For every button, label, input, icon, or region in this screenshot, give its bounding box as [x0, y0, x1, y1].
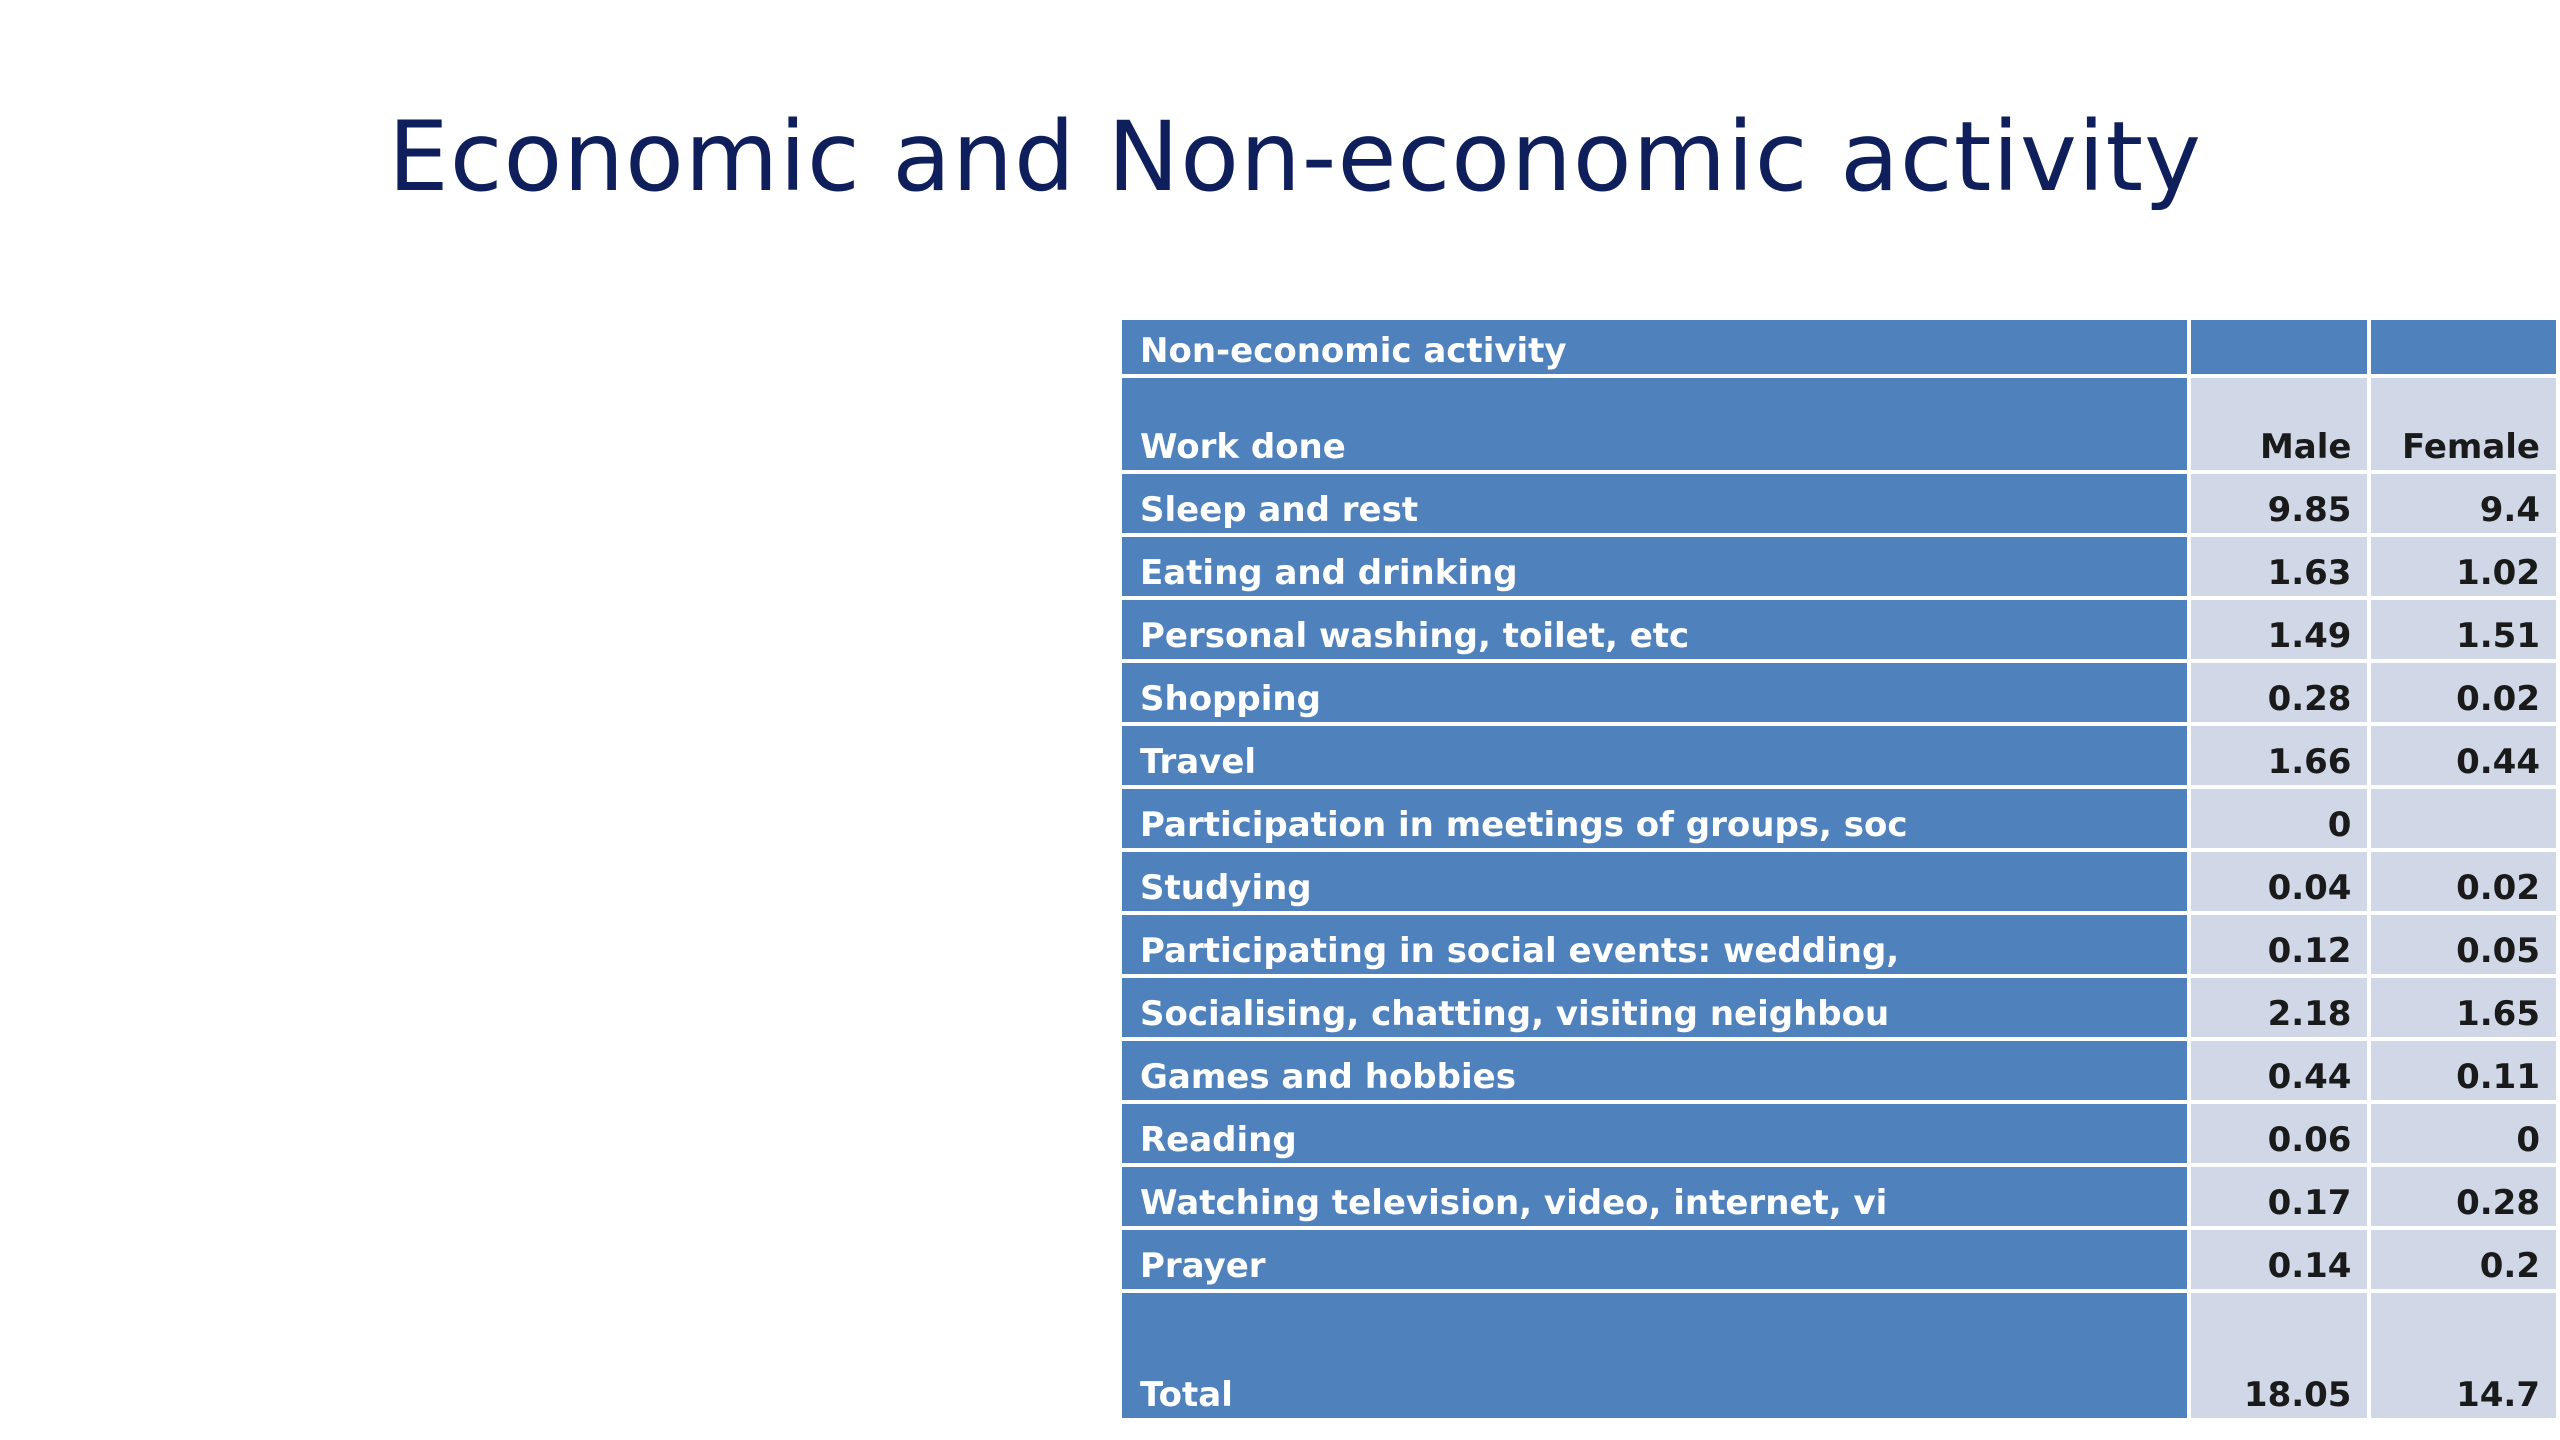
table-row: [1122, 726, 2556, 785]
row-male-value: 0.12: [2191, 915, 2367, 974]
row-male-value: 1.66: [2191, 726, 2367, 785]
table-row: [1122, 852, 2556, 911]
row-male-value: 0.06: [2191, 1104, 2367, 1163]
table-row: [1122, 474, 2556, 533]
table-row: [1122, 1167, 2556, 1226]
section-header-blank-female: [2371, 320, 2556, 374]
activity-table: [1118, 316, 2560, 1422]
row-male-value: 0.17: [2191, 1167, 2367, 1226]
row-label: Games and hobbies: [1122, 1041, 2187, 1100]
row-female-value: 9.4: [2371, 474, 2556, 533]
row-label: Socialising, chatting, visiting neighbou: [1122, 978, 2187, 1037]
row-male-value: 9.85: [2191, 474, 2367, 533]
row-female-value: 0.02: [2371, 663, 2556, 722]
row-male-value: 1.63: [2191, 537, 2367, 596]
row-female-value: 0.02: [2371, 852, 2556, 911]
row-label: Travel: [1122, 726, 2187, 785]
row-label: Reading: [1122, 1104, 2187, 1163]
section-header-row: [1122, 320, 2556, 374]
table-row: [1122, 663, 2556, 722]
total-female-value: 14.7: [2371, 1293, 2556, 1418]
row-male-value: 0.28: [2191, 663, 2367, 722]
table-row: [1122, 1041, 2556, 1100]
row-female-value: 0: [2371, 1104, 2556, 1163]
row-label: Prayer: [1122, 1230, 2187, 1289]
row-male-value: 0.44: [2191, 1041, 2367, 1100]
slide-title: Economic and Non-economic activity: [388, 101, 2202, 213]
table-row: [1122, 600, 2556, 659]
row-female-value: 0.44: [2371, 726, 2556, 785]
total-row: [1122, 1293, 2556, 1418]
row-female-value: 1.51: [2371, 600, 2556, 659]
row-label: Watching television, video, internet, vi: [1122, 1167, 2187, 1226]
row-male-value: 2.18: [2191, 978, 2367, 1037]
row-male-value: 0.14: [2191, 1230, 2367, 1289]
column-header-male: Male: [2191, 378, 2367, 470]
section-header-cell: Non-economic activity: [1122, 320, 2187, 374]
row-label: Sleep and rest: [1122, 474, 2187, 533]
row-female-value: 0.2: [2371, 1230, 2556, 1289]
row-female-value: 0.05: [2371, 915, 2556, 974]
row-male-value: 1.49: [2191, 600, 2367, 659]
row-female-value: 0.11: [2371, 1041, 2556, 1100]
table-row: [1122, 978, 2556, 1037]
row-male-value: 0.04: [2191, 852, 2367, 911]
column-header-row: [1122, 378, 2556, 470]
row-label: Shopping: [1122, 663, 2187, 722]
row-female-value: [2371, 789, 2556, 848]
table-row: [1122, 789, 2556, 848]
column-header-female: Female: [2371, 378, 2556, 470]
row-label: Personal washing, toilet, etc: [1122, 600, 2187, 659]
total-male-value: 18.05: [2191, 1293, 2367, 1418]
row-male-value: 0: [2191, 789, 2367, 848]
row-label: Eating and drinking: [1122, 537, 2187, 596]
row-label: Participating in social events: wedding,: [1122, 915, 2187, 974]
table-row: [1122, 1230, 2556, 1289]
total-label: Total: [1122, 1293, 2187, 1418]
table-row: [1122, 915, 2556, 974]
row-female-value: 0.28: [2371, 1167, 2556, 1226]
row-female-value: 1.65: [2371, 978, 2556, 1037]
table-row: [1122, 537, 2556, 596]
section-header-blank-male: [2191, 320, 2367, 374]
column-header-work-done: Work done: [1122, 378, 2187, 470]
table-row: [1122, 1104, 2556, 1163]
row-label: Participation in meetings of groups, soc: [1122, 789, 2187, 848]
row-female-value: 1.02: [2371, 537, 2556, 596]
row-label: Studying: [1122, 852, 2187, 911]
